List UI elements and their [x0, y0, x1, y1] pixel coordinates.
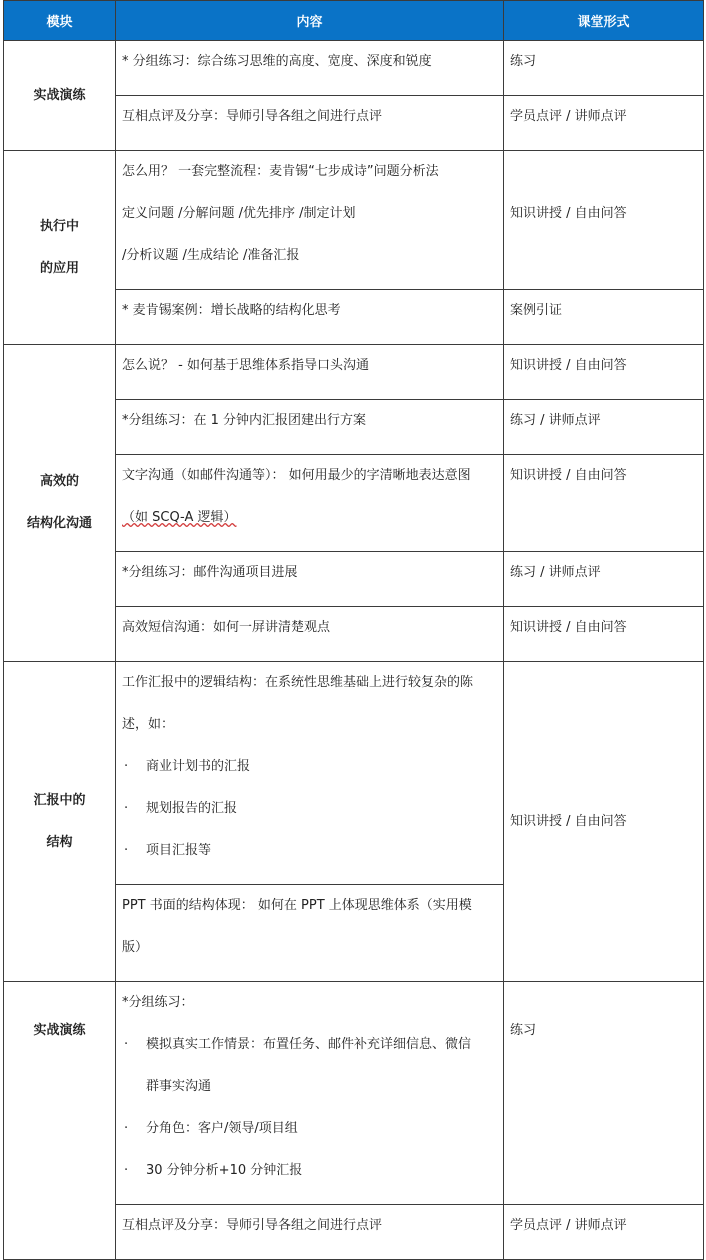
- content-line: 文字沟通（如邮件沟通等）： 如何用最少的字清晰地表达意图: [122, 468, 471, 483]
- content-cell: [116, 400, 504, 455]
- format-cell: 练习: [504, 982, 704, 1205]
- table-row: [4, 662, 704, 885]
- content-line: 述，如：: [122, 717, 175, 732]
- content-cell: [116, 290, 504, 345]
- bullet-item: · 模拟真实工作情景：布置任务、邮件补充详细信息、微信: [122, 1036, 497, 1078]
- module-name: 汇报中的: [33, 792, 86, 808]
- header-content: 内容: [116, 1, 504, 41]
- content-cell: [116, 96, 504, 151]
- module-name: 高效的: [39, 474, 79, 489]
- content-line: 高效短信沟通：如何一屏讲清楚观点: [122, 620, 331, 635]
- table-row: [4, 41, 704, 96]
- content-line: /分析议题 /生成结论 /准备汇报: [122, 248, 300, 263]
- format-cell: 知识讲授 / 自由问答: [504, 151, 704, 290]
- module-name: 实战演练: [33, 1023, 86, 1038]
- table-row: [4, 345, 704, 400]
- content-cell: [116, 607, 504, 662]
- content-line: 互相点评及分享：导师引导各组之间进行点评: [122, 109, 383, 124]
- content-cell: [116, 885, 504, 982]
- content-line: *分组练习：邮件沟通项目进展: [122, 565, 298, 580]
- module-name: 结构化沟通: [26, 516, 92, 531]
- content-line: 工作汇报中的逻辑结构：在系统性思维基础上进行较复杂的陈: [122, 675, 474, 690]
- format-cell: 练习 / 讲师点评: [504, 552, 704, 607]
- content-cell: [116, 982, 504, 1205]
- content-line: *分组练习：在 1 分钟内汇报团建出行方案: [122, 413, 367, 428]
- content-line: *分组练习：: [122, 995, 194, 1010]
- module-name: 执行中: [39, 218, 79, 234]
- header-row: [4, 1, 704, 41]
- module-cell: [4, 345, 116, 662]
- table-row: [4, 982, 704, 1205]
- module-cell: [4, 41, 116, 151]
- header-module: 模块: [4, 1, 116, 41]
- module-cell: [4, 151, 116, 345]
- content-line: 群事实沟通: [146, 1079, 212, 1094]
- content-cell: [116, 662, 504, 885]
- format-cell: 知识讲授 / 自由问答: [504, 455, 704, 552]
- module-name: 结构: [46, 834, 73, 850]
- module-name: 的应用: [39, 260, 79, 276]
- bullet-item: · 项目汇报等: [122, 842, 497, 884]
- content-line: 怎么说？ - 如何基于思维体系指导口头沟通: [122, 358, 369, 373]
- content-line: * 分组练习：综合练习思维的高度、宽度、深度和锐度: [122, 54, 432, 69]
- content-cell: [116, 41, 504, 96]
- course-outline-table: [3, 0, 704, 1260]
- module-cell: [4, 982, 116, 1260]
- content-cell: [116, 1205, 504, 1260]
- content-cell: [116, 552, 504, 607]
- content-cell: [116, 151, 504, 290]
- header-format: 课堂形式: [504, 1, 704, 41]
- format-cell: 知识讲授 / 自由问答: [504, 607, 704, 662]
- module-cell: [4, 662, 116, 982]
- content-line: 版）: [122, 940, 149, 955]
- content-cell: [116, 345, 504, 400]
- format-cell: 案例引证: [504, 290, 704, 345]
- format-cell: 知识讲授 / 自由问答: [504, 345, 704, 400]
- format-cell: 练习: [504, 41, 704, 96]
- bullet-item: · 商业计划书的汇报: [122, 758, 497, 800]
- content-line: （如 SCQ-A 逻辑）: [122, 510, 237, 525]
- format-cell: 练习 / 讲师点评: [504, 400, 704, 455]
- format-cell: 学员点评 / 讲师点评: [504, 96, 704, 151]
- table-row: [4, 151, 704, 290]
- content-line: PPT 书面的结构体现： 如何在 PPT 上体现思维体系（实用模: [122, 898, 472, 913]
- content-line: 互相点评及分享：导师引导各组之间进行点评: [122, 1218, 383, 1233]
- bullet-item: · 30 分钟分析+10 分钟汇报: [122, 1162, 497, 1204]
- format-cell: 学员点评 / 讲师点评: [504, 1205, 704, 1260]
- content-line: 定义问题 /分解问题 /优先排序 /制定计划: [122, 206, 356, 221]
- bullet-item: · 分角色：客户/领导/项目组: [122, 1120, 497, 1162]
- bullet-item: · 规划报告的汇报: [122, 800, 497, 842]
- content-line: 怎么用？ 一套完整流程：麦肯锡“七步成诗”问题分析法: [122, 164, 439, 179]
- module-name: 实战演练: [33, 87, 86, 103]
- content-line: * 麦肯锡案例：增长战略的结构化思考: [122, 303, 341, 318]
- format-cell: 知识讲授 / 自由问答: [504, 662, 704, 982]
- content-cell: [116, 455, 504, 552]
